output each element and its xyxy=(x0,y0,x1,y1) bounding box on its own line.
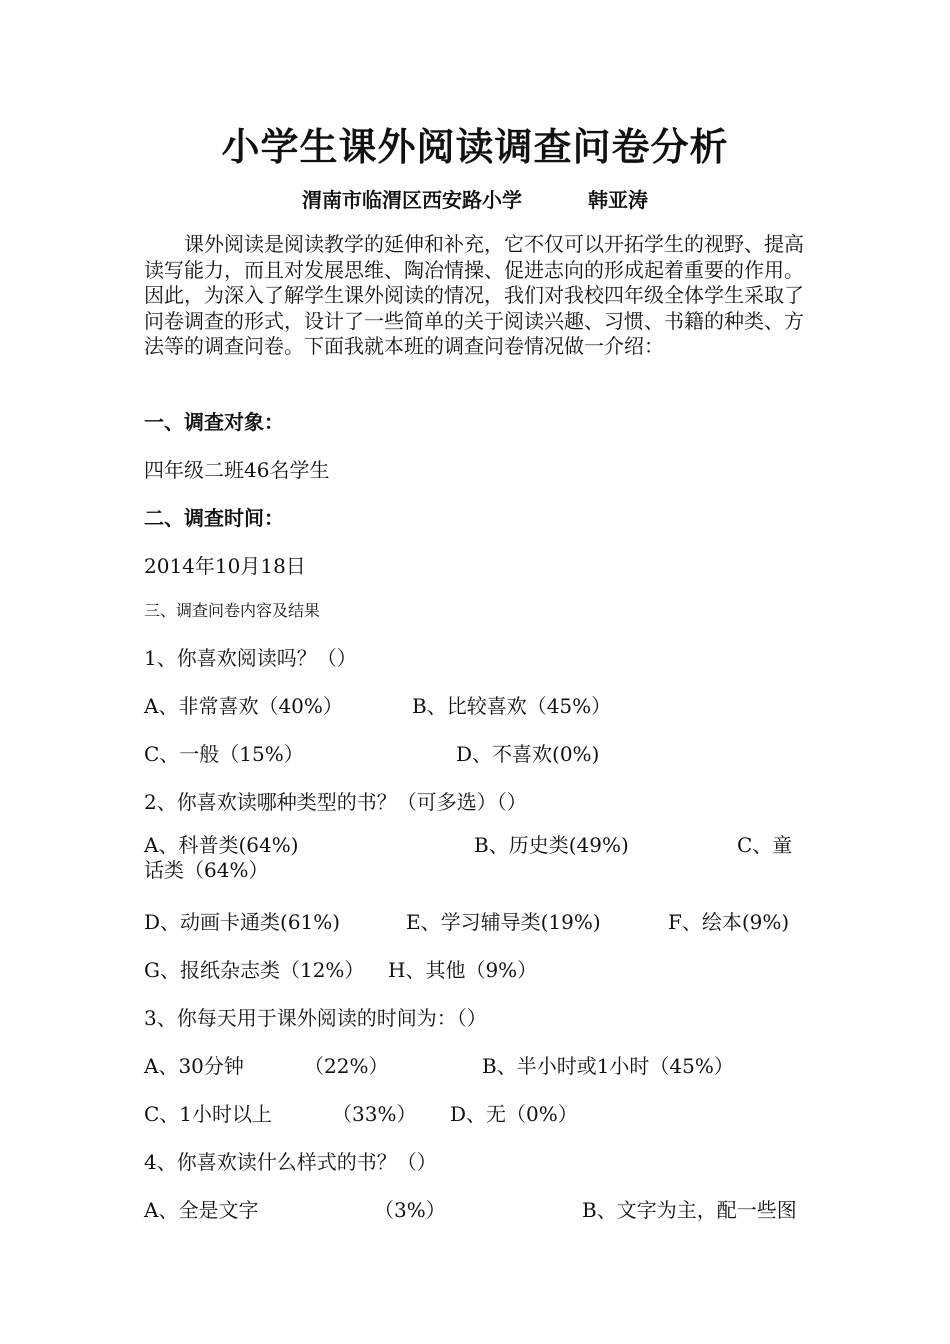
q4-option-b: B、文字为主，配一些图 xyxy=(582,1198,797,1222)
q4-option-a-percent: （3%） xyxy=(374,1198,446,1222)
school-name: 渭南市临渭区西安路小学 xyxy=(302,188,522,212)
q3-option-d: D、无（0%） xyxy=(450,1102,578,1126)
q2-question: 2、你喜欢读哪种类型的书？（可多选）（） xyxy=(144,790,527,814)
q3-option-a: A、30分钟 xyxy=(144,1054,244,1078)
q4-question: 4、你喜欢读什么样式的书？（） xyxy=(144,1150,437,1174)
q4-option-a: A、全是文字 xyxy=(144,1198,259,1222)
q3-question: 3、你每天用于课外阅读的时间为：（） xyxy=(144,1006,487,1030)
intro-paragraph: 课外阅读是阅读教学的延伸和补充，它不仅可以开拓学生的视野、提高读写能力，而且对发展思维、陶冶情操、促进志向的形成起着重要的作用。因此，为深入了解学生课外阅读的情况，我们对我校四年级全体学生采取了问卷调查的形式，设计了一些简单的关于阅读兴趣、习惯、书籍的种类、方法等的调查问卷。下面我就本班的调查问卷情况做一介绍： xyxy=(144,232,804,358)
q1-option-c: C、一般（15%） xyxy=(144,742,304,766)
section1-heading: 一、调查对象： xyxy=(144,410,284,434)
section2-heading: 二、调查时间： xyxy=(144,506,284,530)
q3-option-c: C、1小时以上 xyxy=(144,1102,273,1126)
q2-option-c-text: C、童话类（64%） xyxy=(144,833,793,882)
q2-option-g: G、报纸杂志类（12%） xyxy=(144,958,365,982)
q2-option-d: D、动画卡通类(61%) xyxy=(144,910,341,934)
section2-text: 2014年10月18日 xyxy=(144,554,306,578)
q2-option-h: H、其他（9%） xyxy=(388,958,538,982)
q2-option-a: A、科普类(64%) xyxy=(144,833,299,857)
document-title: 小学生课外阅读调查问卷分析 xyxy=(221,124,729,169)
author-line xyxy=(0,184,950,213)
q2-options-row1 xyxy=(144,833,810,885)
q3-option-c-percent: （33%） xyxy=(332,1102,417,1126)
q3-option-b: B、半小时或1小时（45%） xyxy=(482,1054,734,1078)
q3-option-a-percent: （22%） xyxy=(304,1054,389,1078)
q1-question: 1、你喜欢阅读吗？（） xyxy=(144,646,357,670)
section1-text: 四年级二班46名学生 xyxy=(144,458,330,482)
section3-heading: 三、调查问卷内容及结果 xyxy=(144,601,321,620)
q1-option-b: B、比较喜欢（45%） xyxy=(412,694,612,718)
q2-option-e: E、学习辅导类(19%) xyxy=(406,910,601,934)
q1-option-a: A、非常喜欢（40%） xyxy=(144,694,343,718)
q2-option-b: B、历史类(49%) xyxy=(474,833,629,857)
author-name: 韩亚涛 xyxy=(588,188,648,212)
q1-option-d: D、不喜欢(0%) xyxy=(456,742,600,766)
q2-option-f: F、绘本(9%) xyxy=(668,910,790,934)
